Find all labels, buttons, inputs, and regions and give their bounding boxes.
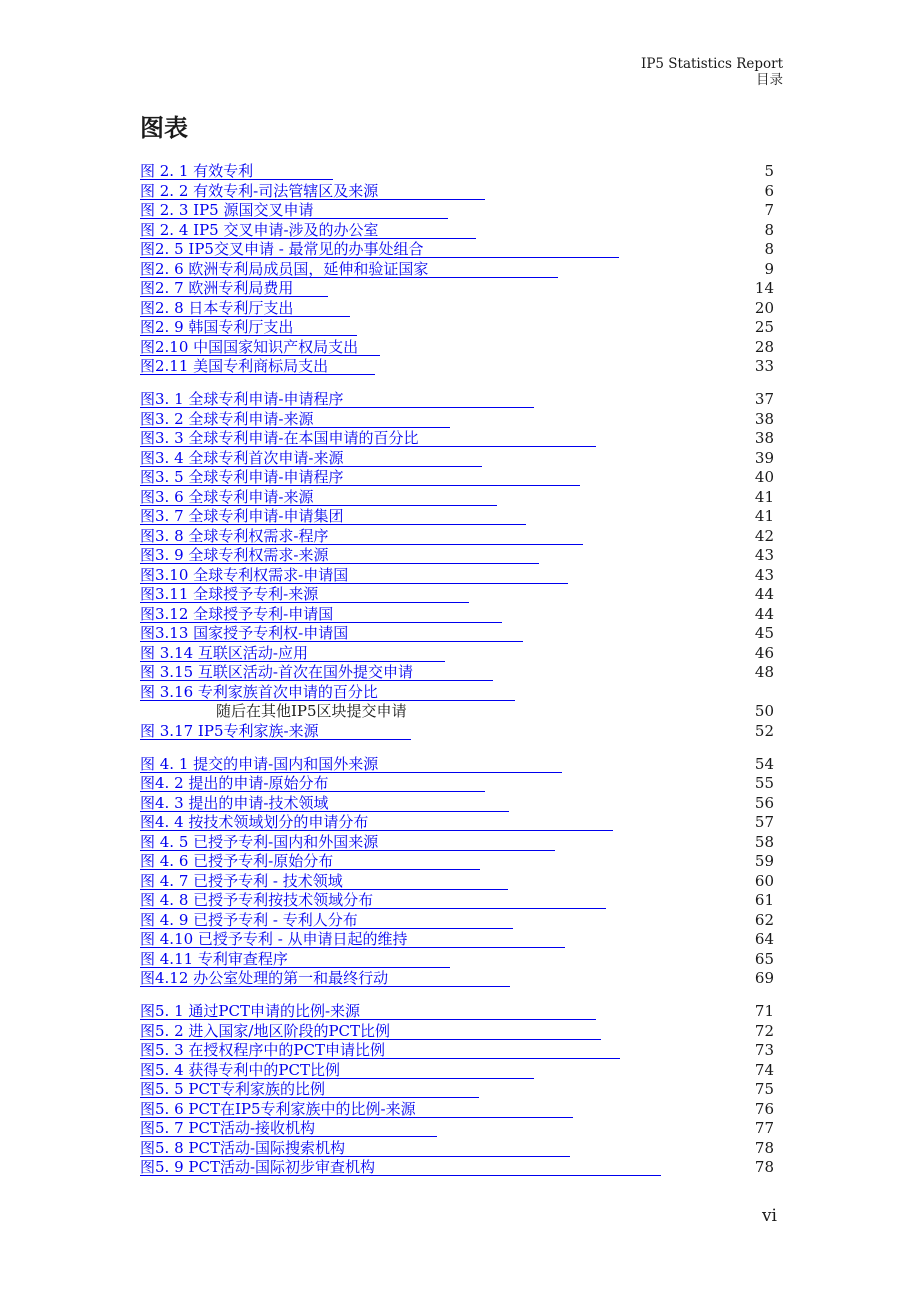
figure-link[interactable]: 图 4. 5 已授予专利-国内和外国来源	[140, 833, 555, 851]
figure-entry	[140, 162, 774, 182]
figure-entry	[140, 221, 774, 241]
figure-entry	[140, 201, 774, 221]
figure-entry	[140, 1139, 774, 1159]
figure-page-number: 28	[754, 337, 774, 356]
figure-entry	[140, 338, 774, 358]
figure-page-number: 57	[754, 813, 774, 831]
running-header	[641, 56, 783, 88]
figure-page-number: 7	[764, 201, 774, 219]
figure-entry	[140, 930, 774, 950]
figure-page-number: 76	[754, 1099, 774, 1118]
figure-entry	[140, 852, 774, 872]
figure-page-number: 38	[754, 409, 774, 428]
figure-entry	[140, 605, 774, 625]
figure-entry	[140, 969, 774, 989]
figure-entry	[140, 566, 774, 586]
figure-link[interactable]: 图2. 8 日本专利厅支出	[140, 299, 350, 317]
figure-link[interactable]: 图5. 3 在授权程序中的PCT申请比例	[140, 1041, 620, 1059]
figure-link[interactable]: 图3.11 全球授予专利-来源	[140, 585, 469, 603]
figure-entry	[140, 507, 774, 527]
figure-link[interactable]: 图3. 1 全球专利申请-申请程序	[140, 390, 534, 408]
figure-page-number: 25	[754, 318, 774, 336]
section-name: 目录	[756, 72, 783, 88]
figure-link[interactable]: 图3.12 全球授予专利-申请国	[140, 605, 502, 623]
figure-link[interactable]: 图3. 3 全球专利申请-在本国申请的百分比	[140, 429, 596, 447]
figure-page-number: 56	[754, 793, 774, 812]
figure-entry	[140, 429, 774, 449]
figure-entry	[140, 546, 774, 566]
figure-link[interactable]: 图5. 8 PCT活动-国际搜索机构	[140, 1139, 570, 1157]
figure-page-number: 43	[754, 565, 774, 584]
figure-link[interactable]: 图 2. 1 有效专利	[140, 162, 333, 180]
figure-entry	[140, 1100, 774, 1120]
figure-page-number: 43	[754, 546, 774, 564]
figure-page-number: 44	[754, 604, 774, 623]
figure-link[interactable]: 图4. 4 按技术领域划分的申请分布	[140, 813, 613, 831]
figure-page-number: 59	[754, 852, 774, 870]
figure-page-number: 8	[764, 220, 774, 239]
figure-list	[140, 162, 774, 1191]
figure-link[interactable]: 图3. 6 全球专利申请-来源	[140, 488, 497, 506]
figure-link[interactable]: 图4. 3 提出的申请-技术领域	[140, 794, 509, 812]
figure-page-number: 33	[754, 357, 774, 375]
figure-page-number: 78	[754, 1158, 774, 1176]
figure-entry	[140, 663, 774, 683]
figure-page-number: 78	[754, 1138, 774, 1157]
figure-entry	[140, 240, 774, 260]
figure-page-number: 9	[764, 259, 774, 278]
figure-link[interactable]: 图5. 1 通过PCT申请的比例-来源	[140, 1002, 596, 1020]
page-title: 图表	[140, 114, 188, 142]
figure-link[interactable]: 图3.10 全球专利权需求-申请国	[140, 566, 568, 584]
figure-link[interactable]: 图2. 9 韩国专利厅支出	[140, 318, 357, 336]
figure-entry	[140, 318, 774, 338]
figure-entry	[140, 488, 774, 508]
figure-link[interactable]: 图 4. 7 已授予专利 - 技术领域	[140, 872, 508, 890]
figure-link[interactable]: 图3. 2 全球专利申请-来源	[140, 410, 450, 428]
figure-entry	[140, 1061, 774, 1081]
figure-title-continuation: 随后在其他IP5区块提交申请	[216, 702, 407, 720]
figure-link[interactable]: 图5. 2 进入国家/地区阶段的PCT比例	[140, 1022, 601, 1040]
figure-entry	[140, 722, 774, 742]
figure-entry	[140, 644, 774, 664]
figure-page-number: 71	[754, 1002, 774, 1020]
figure-link[interactable]: 图3.13 国家授予专利权-申请国	[140, 624, 523, 642]
figure-link[interactable]: 图 2. 2 有效专利-司法管辖区及来源	[140, 182, 485, 200]
figure-page-number: 8	[764, 240, 774, 258]
figure-entry	[140, 1041, 774, 1061]
figure-entry	[140, 794, 774, 814]
figure-entry	[140, 357, 774, 377]
figure-page-number: 58	[754, 832, 774, 851]
figure-group	[140, 1002, 774, 1178]
figure-link[interactable]: 图5. 5 PCT专利家族的比例	[140, 1080, 479, 1098]
figure-group	[140, 755, 774, 989]
figure-entry	[140, 624, 774, 644]
figure-link[interactable]: 图2. 5 IP5交叉申请 - 最常见的办事处组合	[140, 240, 619, 258]
figure-entry	[140, 585, 774, 605]
figure-page-number: 14	[754, 279, 774, 297]
figure-entry	[140, 279, 774, 299]
figure-entry	[140, 1158, 774, 1178]
figure-page-number: 74	[754, 1060, 774, 1079]
figure-entry	[140, 833, 774, 853]
figure-link[interactable]: 图2. 7 欧洲专利局费用	[140, 279, 328, 297]
figure-page-number: 44	[754, 585, 774, 603]
figure-link[interactable]: 图4. 2 提出的申请-原始分布	[140, 774, 485, 792]
figure-entry	[140, 449, 774, 469]
figure-link[interactable]: 图 4. 6 已授予专利-原始分布	[140, 852, 480, 870]
figure-page-number: 39	[754, 448, 774, 467]
figure-entry	[140, 1022, 774, 1042]
figure-link[interactable]: 图 4. 9 已授予专利 - 专利人分布	[140, 911, 513, 929]
figure-link[interactable]: 图4.12 办公室处理的第一和最终行动	[140, 969, 510, 987]
figure-entry	[140, 1119, 774, 1139]
figure-entry	[140, 950, 774, 970]
figure-page-number: 41	[754, 487, 774, 506]
figure-link[interactable]: 图 4. 1 提交的申请-国内和国外来源	[140, 755, 562, 773]
figure-entry	[140, 813, 774, 833]
figure-page-number: 38	[754, 429, 774, 447]
figure-entry	[140, 299, 774, 319]
figure-entry	[140, 872, 774, 892]
figure-entry	[140, 683, 774, 703]
figure-page-number: 64	[754, 930, 774, 948]
figure-page-number: 45	[754, 624, 774, 642]
figure-page-number: 48	[754, 663, 774, 681]
figure-page-number: 54	[754, 754, 774, 773]
figure-link[interactable]: 图2. 6 欧洲专利局成员国，延伸和验证国家	[140, 260, 558, 278]
figure-link[interactable]: 图3. 4 全球专利首次申请-来源	[140, 449, 482, 467]
figure-entry	[140, 468, 774, 488]
figure-link[interactable]: 图 3.14 互联区活动-应用	[140, 644, 445, 662]
figure-link[interactable]: 图 2. 3 IP5 源国交叉申请	[140, 201, 448, 219]
figure-page-number: 52	[754, 721, 774, 740]
figure-entry	[140, 527, 774, 547]
figure-group	[140, 162, 774, 377]
figure-link[interactable]: 图5. 7 PCT活动-接收机构	[140, 1119, 437, 1137]
figure-entry	[140, 390, 774, 410]
figure-page-number: 73	[754, 1041, 774, 1059]
figure-page-number: 20	[754, 298, 774, 317]
figure-link[interactable]: 图2.11 美国专利商标局支出	[140, 357, 375, 375]
figure-link[interactable]: 图 3.15 互联区活动-首次在国外提交申请	[140, 663, 493, 681]
figure-page-number: 60	[754, 871, 774, 890]
figure-page-number: 6	[764, 181, 774, 200]
figure-page-number: 77	[754, 1119, 774, 1137]
figure-page-number: 37	[754, 390, 774, 408]
figure-link[interactable]: 图5. 6 PCT在IP5专利家族中的比例-来源	[140, 1100, 573, 1118]
figure-page-number: 40	[754, 468, 774, 486]
figure-entry	[140, 1080, 774, 1100]
figure-entry	[140, 410, 774, 430]
figure-page-number: 50	[754, 702, 774, 720]
figure-link[interactable]: 图5. 9 PCT活动-国际初步审查机构	[140, 1158, 661, 1176]
figure-entry	[140, 260, 774, 280]
figure-link[interactable]: 图5. 4 获得专利中的PCT比例	[140, 1061, 534, 1079]
figure-page-number: 5	[764, 162, 774, 180]
figure-entry	[140, 1002, 774, 1022]
figure-entry	[140, 891, 774, 911]
figure-link[interactable]: 图 3.17 IP5专利家族-来源	[140, 722, 411, 740]
figure-link[interactable]: 图3. 8 全球专利权需求-程序	[140, 527, 583, 545]
figure-link[interactable]: 图 3.16 专利家族首次申请的百分比	[140, 683, 515, 701]
figure-link[interactable]: 图 2. 4 IP5 交叉申请-涉及的办公室	[140, 221, 476, 239]
figure-link[interactable]: 图3. 9 全球专利权需求-来源	[140, 546, 539, 564]
figure-page-number: 46	[754, 643, 774, 662]
report-title: IP5 Statistics Report	[640, 56, 783, 72]
figure-page-number: 61	[754, 891, 774, 909]
figure-page-number: 55	[754, 774, 774, 792]
figure-link[interactable]: 图3. 5 全球专利申请-申请程序	[140, 468, 580, 486]
page-number: vi	[761, 1206, 777, 1226]
figure-entry-continuation	[140, 702, 774, 722]
figure-page-number: 41	[754, 507, 774, 525]
figure-page-number: 42	[754, 526, 774, 545]
figure-link[interactable]: 图3. 7 全球专利申请-申请集团	[140, 507, 526, 525]
figure-page-number: 65	[754, 949, 774, 968]
figure-entry	[140, 911, 774, 931]
figure-entry	[140, 182, 774, 202]
figure-page-number: 75	[754, 1080, 774, 1098]
figure-page-number: 69	[754, 969, 774, 987]
figure-link[interactable]: 图 4. 8 已授予专利按技术领域分布	[140, 891, 606, 909]
figure-group	[140, 390, 774, 741]
figure-entry	[140, 755, 774, 775]
figure-page-number: 62	[754, 910, 774, 929]
figure-link[interactable]: 图 4.10 已授予专利 - 从申请日起的维持	[140, 930, 565, 948]
figure-link[interactable]: 图2.10 中国国家知识产权局支出	[140, 338, 380, 356]
figure-link[interactable]: 图 4.11 专利审查程序	[140, 950, 450, 968]
figure-page-number: 72	[754, 1021, 774, 1040]
figure-entry	[140, 774, 774, 794]
